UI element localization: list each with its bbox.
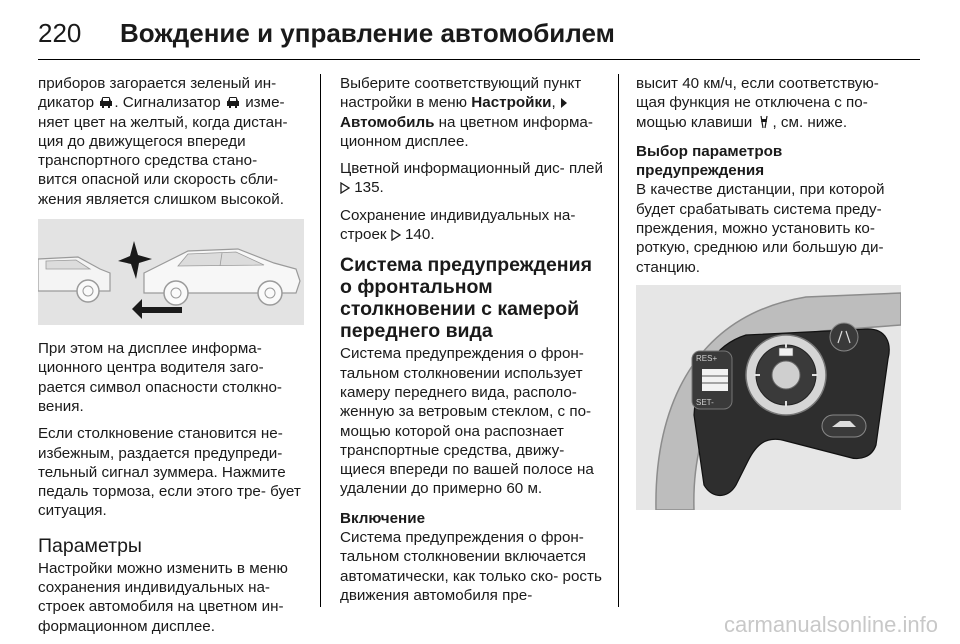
car-ahead-icon: [98, 95, 114, 109]
paragraph-distance: В качестве дистанции, при которой будет срабатывать система преду- преждения, можно установить ко- роткую, среднюю или большую ди- станцию.: [636, 181, 885, 276]
page-reference-icon: [340, 182, 350, 194]
collision-illustration: [38, 219, 304, 325]
section-heading-parameters: Параметры: [38, 534, 142, 557]
paragraph-display-symbol: При этом на дисплее информа- ционного центра водителя заго- рается символ опасности столкно- вения.: [38, 340, 282, 415]
subheading-warning-params: Выбор параметров предупреждения: [636, 142, 783, 180]
header-rule: [38, 59, 920, 60]
page-title: Вождение и управление автомобилем: [120, 18, 615, 48]
paragraph-activation: Система предупреждения о фрон- тальном столкновении включается автоматически, как только ско- рость движения автомобиля пре-: [340, 529, 602, 604]
paragraph-crossref-display: Цветной информационный дис- плей 135.: [340, 160, 603, 197]
page-header: [38, 12, 920, 58]
watermark: carmanualsonline.info: [723, 612, 938, 637]
subheading-activation: Включение: [340, 509, 426, 527]
column-divider: [618, 74, 619, 607]
paragraph-buzzer: Если столкновение становится не- избежным, раздается предупреди- тельный сигнал зуммера. Нажмите педаль тормоза, если этого тре- бует ситуация.: [38, 425, 301, 520]
page-number: 220: [38, 18, 82, 48]
fcw-button-icon: [756, 115, 772, 129]
paragraph-menu-select: Выберите соответствующий пункт настройки в меню Настройки, Автомобиль на цветном информа- ционном дисплее.: [340, 75, 593, 150]
steering-wheel-controls-illustration: [636, 285, 901, 510]
column-3: [636, 74, 902, 524]
column-divider: [320, 74, 321, 607]
car-ahead-icon: [225, 95, 241, 109]
res-label: RES+: [696, 353, 718, 363]
column-2: [340, 74, 606, 613]
paragraph-intro: приборов загорается зеленый ин- дикатор . Сигнализатор изме- няет цвет на желтый, когда дистан- ция до движущегося впереди транспортного средства стано- вится опасной или скорость сбли- жения является слишком высокой.: [38, 75, 288, 208]
paragraph-speed-threshold: высит 40 км/ч, если соответствую- щая функция не отключена с по- мощью клавиши , см. ниже.: [636, 75, 879, 131]
section-heading-fcw: Система предупреждения о фронтальном столкновении с камерой переднего вида: [340, 254, 592, 343]
paragraph-crossref-settings: Сохранение индивидуальных на- строек 140.: [340, 206, 576, 244]
paragraph-fcw-description: Система предупреждения о фрон- тальном столкновении использует камеру переднего вида, располо- женную за ветровым стеклом, с по- мощью которой она распознает транспортные средства, движу- щиеся впереди по вашей полосе на удалении до примерно 60 м.: [340, 345, 594, 498]
column-1: [38, 74, 304, 644]
menu-arrow-icon: [560, 97, 568, 109]
paragraph-settings: Настройки можно изменить в меню сохранения индивидуальных на- строек автомобиля на цветном ин- формационном дисплее.: [38, 559, 288, 635]
page-reference-icon: [391, 229, 401, 241]
set-label: SET-: [696, 397, 714, 407]
